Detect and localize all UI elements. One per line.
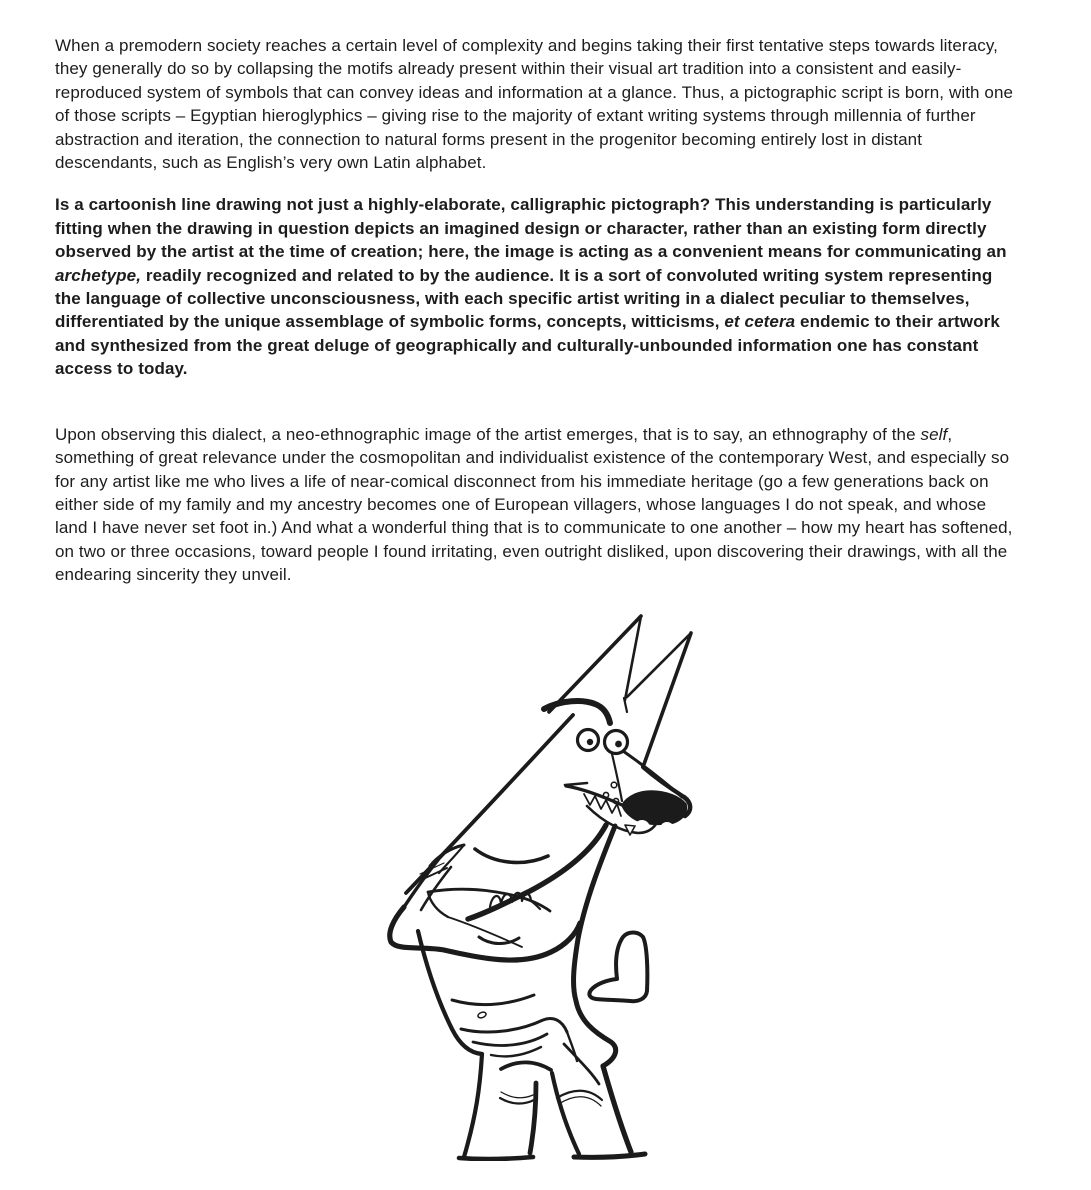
text-segment: Is a cartoonish line drawing not just a highly-elaborate, calligraphic pictograph? This understanding is particularly fitting when the drawing in question depicts an imagined design or character, rather than an existing form directly observed by the artist at the time of creation; here, the image is acting as a convenient means for communicating an	[55, 195, 1007, 262]
text-segment: endemic to their artwork and synthesized from the great deluge of geographically and culturally-unbounded information one has constant access to today.	[55, 312, 1000, 379]
text-segment: self	[920, 424, 948, 444]
wolf-smirk	[479, 937, 519, 944]
wolf-mouth	[565, 782, 686, 836]
text-segment: , something of great relevance under the cosmopolitan and individualist existence of the contemporary West, and especially so for any artist like me who lives a life of near-comical disconnect from his immediate heritage (go a few generations back on either side of my family and my ancestry becomes one of European villagers, whose languages I do not speak, and whose land I have never set foot in.) And what a wonderful thing that is to communicate to one another – how my heart has softened, on two or three occasions, toward people I found irritating, even outright disliked, upon discovering their drawings, with all the endearing sincerity they unveil.	[55, 424, 1013, 585]
paragraph-pictographic-origins	[55, 34, 1018, 174]
essay-text	[55, 34, 1018, 606]
text-segment: archetype,	[55, 265, 142, 285]
wolf-right-foot	[574, 1154, 645, 1157]
wolf-drawing	[330, 601, 730, 1161]
text-segment: et cetera	[724, 312, 796, 332]
paragraph-neo-ethnography	[55, 423, 1018, 587]
text-segment: Upon observing this dialect, a neo-ethnographic image of the artist emerges, that is to say, an ethnography of the	[55, 424, 921, 444]
paragraph-cartoon-as-pictograph	[55, 193, 1018, 380]
wolf-tail	[589, 933, 647, 1002]
wolf-back-line	[574, 826, 616, 1066]
wolf-right-pupil	[615, 741, 622, 748]
text-segment: readily recognized and related to by the audience. It is a sort of convoluted writing system representing the language of collective unconsciousness, with each specific artist writing in a dialect peculiar to themselves, differentiated by the unique assemblage of symbolic forms, concepts, witticisms,	[55, 265, 993, 332]
wolf-left-pupil	[587, 739, 593, 745]
wolf-navel	[477, 1011, 487, 1019]
wolf-legs	[459, 1044, 645, 1159]
wolf-drawing-figure	[330, 601, 730, 1161]
wolf-ears	[549, 616, 691, 797]
text-segment: When a premodern society reaches a certain level of complexity and begins taking their first tentative steps towards literacy, they generally do so by collapsing the motifs already present within their visual art tradition into a consistent and easily-reproduced system of symbols that can convey ideas and information at a glance. Thus, a pictographic script is born, with one of those scripts – Egyptian hieroglyphics – giving rise to the majority of extant writing systems through millennia of further abstraction and iteration, the connection to natural forms present in the progenitor becoming entirely lost in distant descendants, such as English’s very own Latin alphabet.	[55, 36, 1014, 173]
wolf-left-foot	[459, 1157, 533, 1159]
wolf-brow	[544, 701, 610, 723]
wolf-arms	[390, 845, 580, 960]
wolf-collar	[475, 849, 548, 862]
